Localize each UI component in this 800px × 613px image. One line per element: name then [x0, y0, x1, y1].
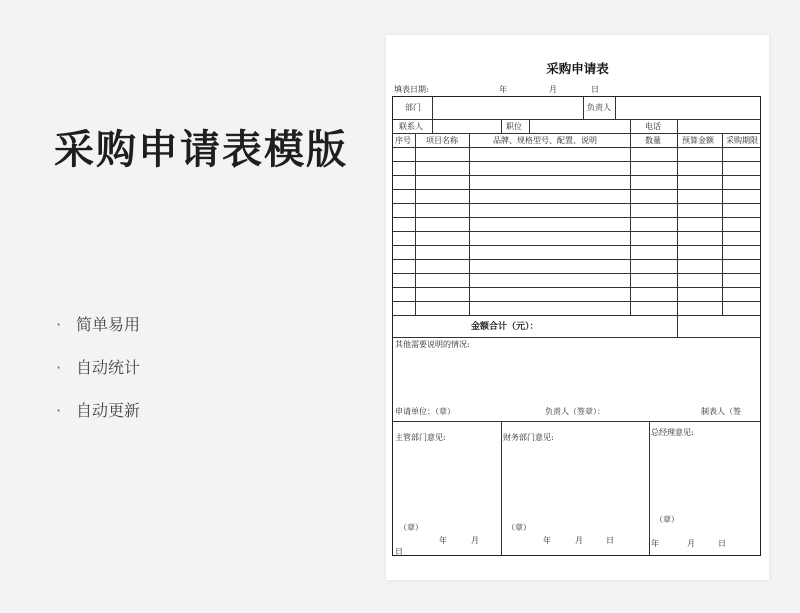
- tabulator-label: 制表人（签: [701, 407, 741, 416]
- form-sheet: [386, 35, 769, 580]
- gm-day: 日: [718, 539, 726, 548]
- col-header-deadline: 采购期限: [726, 136, 758, 145]
- finance-opinion-label: 财务部门意见:: [503, 433, 554, 442]
- feature-label: 自动统计: [76, 358, 141, 377]
- total-amount-label: 金额合计（元）：: [471, 322, 539, 332]
- fill-date-label: 填表日期:: [394, 85, 429, 94]
- request-table: [392, 96, 761, 556]
- gm-opinion-label: 总经理意见:: [651, 428, 694, 437]
- form-title: 采购申请表: [546, 61, 609, 76]
- bullet-icon: ·: [56, 401, 62, 420]
- table-row: [393, 287, 760, 288]
- supervisor-opinion-label: 主管部门意见:: [395, 433, 446, 442]
- dept-label: 部门: [405, 103, 421, 112]
- owner-label: 负责人: [587, 103, 611, 112]
- finance-seal: （章）: [507, 523, 531, 532]
- table-row: [393, 203, 760, 204]
- finance-month: 月: [575, 536, 583, 545]
- position-label: 职位: [506, 122, 522, 131]
- bullet-icon: ·: [56, 315, 62, 334]
- col-header-budget: 预算金额: [682, 136, 714, 145]
- phone-label: 电话: [645, 122, 661, 131]
- table-row: [393, 161, 760, 162]
- date-month: 月: [549, 85, 557, 94]
- table-row: [393, 231, 760, 232]
- hero-title: 采购申请表模版: [54, 127, 348, 173]
- col-header-index: 序号: [395, 136, 411, 145]
- date-year: 年: [499, 85, 507, 94]
- table-row: [393, 245, 760, 246]
- supervisor-seal: （章）: [399, 523, 423, 532]
- gm-seal: （章）: [655, 515, 679, 524]
- contact-label: 联系人: [399, 122, 423, 131]
- col-header-qty: 数量: [645, 136, 661, 145]
- supervisor-day: 日: [395, 547, 403, 556]
- col-header-item: 项目名称: [426, 136, 458, 145]
- finance-year: 年: [543, 536, 551, 545]
- bullet-icon: ·: [56, 358, 62, 377]
- gm-year: 年: [651, 539, 659, 548]
- notes-label: 其他需要说明的情况:: [395, 340, 470, 349]
- col-header-spec: 品牌、规格型号、配置、说明: [493, 136, 597, 145]
- feature-item: [56, 400, 140, 443]
- feature-item: [56, 314, 140, 357]
- finance-day: 日: [606, 536, 614, 545]
- table-row: [393, 301, 760, 302]
- table-row: [393, 273, 760, 274]
- feature-label: 简单易用: [76, 315, 141, 334]
- table-row: [393, 217, 760, 218]
- owner-signature-label: 负责人（签章）：: [545, 407, 605, 416]
- date-day: 日: [591, 85, 599, 94]
- supervisor-year: 年: [439, 536, 447, 545]
- supervisor-month: 月: [471, 536, 479, 545]
- table-row: [393, 175, 760, 176]
- applicant-unit-label: 申请单位：（章）: [395, 407, 455, 416]
- table-row: [393, 189, 760, 190]
- table-row: [393, 259, 760, 260]
- feature-label: 自动更新: [76, 401, 141, 420]
- feature-item: [56, 357, 140, 400]
- feature-list: [56, 314, 140, 443]
- gm-month: 月: [687, 539, 695, 548]
